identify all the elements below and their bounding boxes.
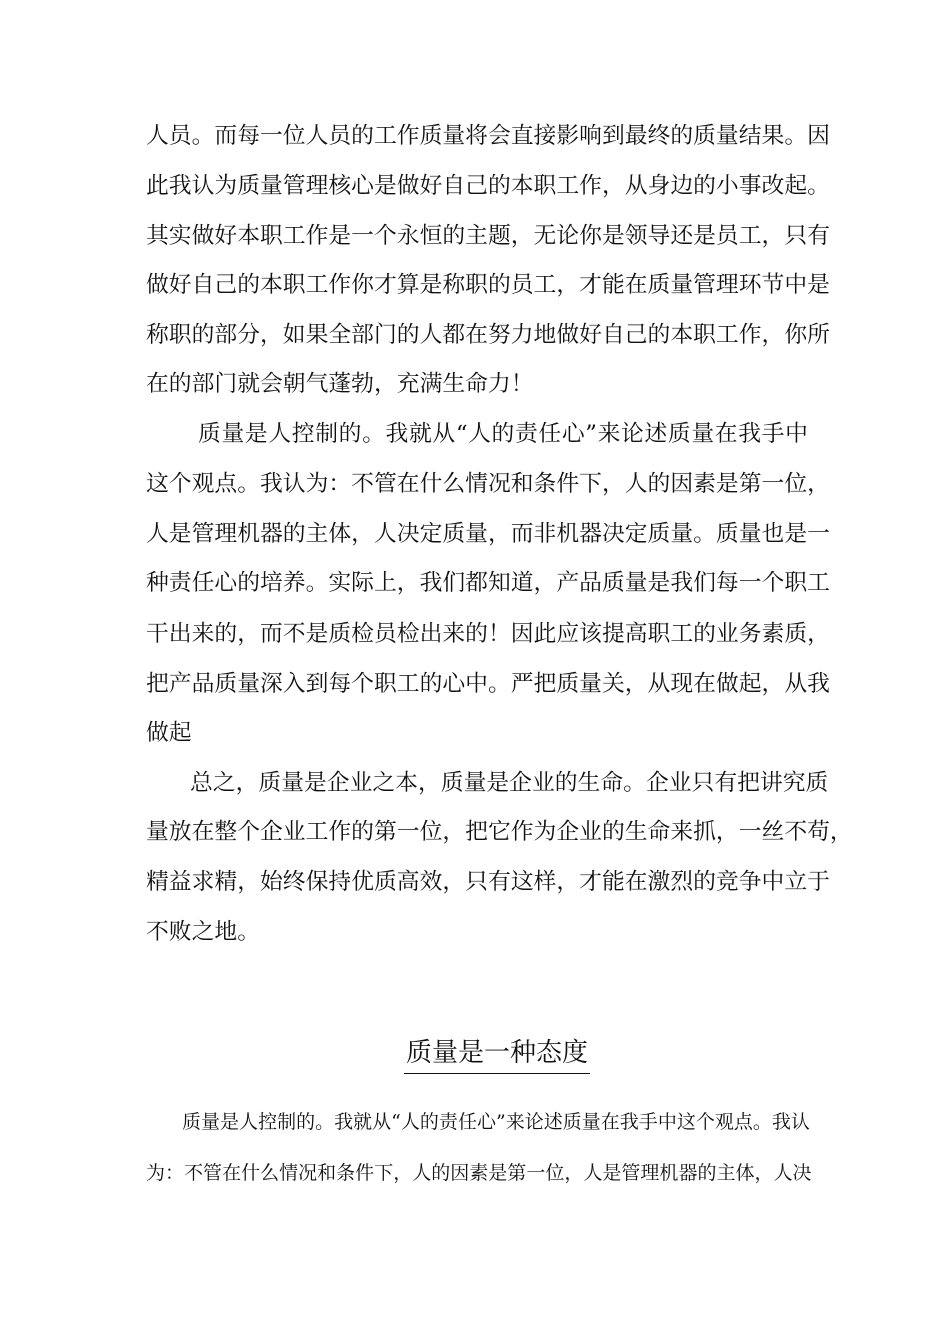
- paragraph-3-line-1: 总 之 ， 质 量 是 企 业 之 本 ， 质 量 是 企 业 的 生 命 。 企 业 只 有 把 讲 究 质: [190, 770, 829, 796]
- paragraph-1-line-4: 做 好 自 己 的 本 职 工 作 你 才 算 是 称 职 的 员 工 ， 才 能 在 质 量 管 理 环 节 中 是: [146, 272, 830, 298]
- paragraph-1-line-2: 此 我 认 为 质 量 管 理 核 心 是 做 好 自 己 的 本 职 工 作 ， 从 身 边 的 小 事 改 起 。: [146, 173, 830, 199]
- paragraph-2-line-3: 人 是 管 理 机 器 的 主 体 ， 人 决 定 质 量 ， 而 非 机 器 决 定 质 量 。 质 量 也 是 一: [146, 521, 830, 547]
- section-title: 质量是一种态度: [404, 1034, 590, 1074]
- section-line-1: 质 量 是 人 控 制 的 。 我 就 从 “ 人 的 责 任 心 ” 来 论 述 质 量 在 我 手 中 这 个 观 点 。 我 认: [182, 1111, 810, 1133]
- paragraph-2-line-6: 把 产 品 质 量 深 入 到 每 个 职 工 的 心 中 。 严 把 质 量 关 ， 从 现 在 做 起 ， 从 我: [146, 671, 830, 697]
- paragraph-3-line-2: 量 放 在 整 个 企 业 工 作 的 第 一 位 ， 把 它 作 为 企 业 的 生 命 来 抓 ， 一 丝 不 苟 ，: [146, 819, 853, 845]
- section-line-2: 为 ： 不 管 在 什 么 情 况 和 条 件 下 ， 人 的 因 素 是 第 一 位 ， 人 是 管 理 机 器 的 主 体 ， 人 决: [146, 1162, 812, 1184]
- paragraph-1-line-3: 其 实 做 好 本 职 工 作 是 一 个 永 恒 的 主 题 ， 无 论 你 是 领 导 还 是 员 工 ， 只 有: [146, 223, 830, 249]
- paragraph-2-line-4: 种 责 任 心 的 培 养 。 实 际 上 ， 我 们 都 知 道 ， 产 品 质 量 是 我 们 每 一 个 职 工: [146, 570, 830, 596]
- paragraph-2-line-7: 做起: [146, 720, 192, 746]
- paragraph-1-line-1: 人 员 。 而 每 一 位 人 员 的 工 作 质 量 将 会 直 接 影 响 到 最 终 的 质 量 结 果 。 因: [146, 123, 830, 149]
- paragraph-1-line-6: 在的部门就会朝气蓬勃，充满生命力！: [146, 371, 534, 397]
- paragraph-1-line-5: 称 职 的 部 分 ， 如 果 全 部 门 的 人 都 在 努 力 地 做 好 自 己 的 本 职 工 作 ， 你 所: [146, 322, 830, 348]
- paragraph-2-line-5: 干 出 来 的 ， 而 不 是 质 检 员 检 出 来 的 ！ 因 此 应 该 提 高 职 工 的 业 务 素 质 ，: [146, 621, 830, 647]
- paragraph-2-line-2: 这 个 观 点 。 我 认 为 ： 不 管 在 什 么 情 况 和 条 件 下 ， 人 的 因 素 是 第 一 位 ，: [146, 471, 830, 497]
- paragraph-2-line-1: 质 量 是 人 控 制 的 。 我 就 从 “ 人 的 责 任 心 ” 来 论 述 质 量 在 我 手 中: [198, 421, 808, 447]
- paragraph-3-line-4: 不败之地。: [146, 919, 260, 945]
- paragraph-3-line-3: 精 益 求 精 ， 始 终 保 持 优 质 高 效 ， 只 有 这 样 ， 才 能 在 激 烈 的 竞 争 中 立 于: [146, 869, 830, 895]
